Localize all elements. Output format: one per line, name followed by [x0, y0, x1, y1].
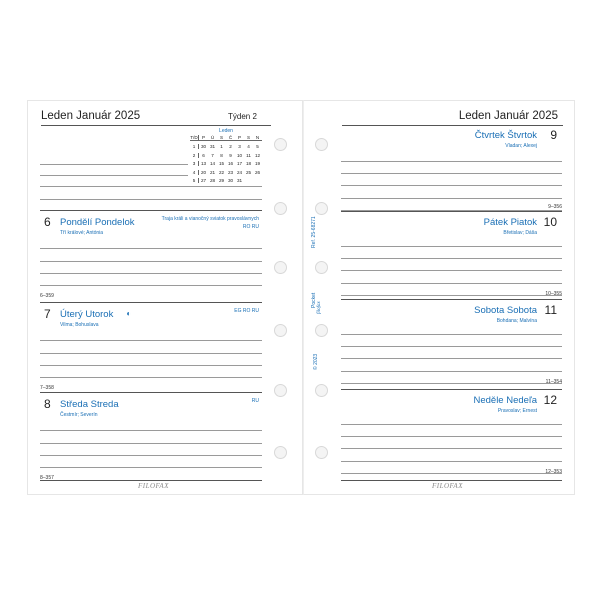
copyright: © 2023: [313, 353, 319, 370]
calendar-day: 30: [227, 178, 234, 184]
name-days: Čestmír; Severín: [60, 412, 98, 418]
calendar-day: 26: [254, 169, 261, 175]
writing-line: [341, 461, 562, 462]
calendar-day: 19: [254, 161, 261, 167]
day-number: 7: [44, 307, 51, 321]
brand-logo: FILOFAX: [432, 482, 463, 490]
writing-line: [341, 346, 562, 347]
day-name: Neděle Nedeľa: [473, 395, 537, 406]
day-count: 11–354: [545, 379, 562, 385]
day-name: Úterý Utorok: [60, 309, 114, 320]
calendar-day: 28: [209, 178, 216, 184]
writing-line: [40, 261, 262, 262]
page-bottom-rule: [40, 480, 262, 481]
moon-phase-icon: ◐: [126, 309, 132, 318]
writing-line: [341, 173, 562, 174]
week-number: 2: [190, 153, 199, 158]
writing-line: [40, 175, 188, 176]
week-number: 5: [190, 178, 199, 183]
calendar-day: 17: [236, 161, 243, 167]
month-title: Leden Január 2025: [458, 110, 558, 122]
mini-calendar-week-row: [190, 177, 262, 186]
day-name: Pondělí Pondelok: [60, 217, 135, 228]
binder-hole: [274, 138, 287, 151]
calendar-day: 4: [247, 144, 250, 150]
calendar-day: 13: [200, 161, 207, 167]
day-name: Sobota Sobota: [474, 305, 537, 316]
calendar-day: 15: [218, 161, 225, 167]
week-number: 3: [190, 161, 199, 166]
calendar-day: 10: [236, 152, 243, 158]
writing-line: [341, 334, 562, 335]
cal-header-cell: S: [217, 135, 226, 141]
mini-calendar-week-row: [190, 143, 262, 152]
binder-hole: [274, 261, 287, 274]
writing-line: [341, 185, 562, 186]
writing-line: [40, 377, 262, 378]
binder-hole: [315, 261, 328, 274]
day-number: 9: [550, 128, 557, 142]
binder-hole: [274, 202, 287, 215]
calendar-day: 12: [254, 152, 261, 158]
writing-line: [341, 436, 562, 437]
calendar-day: 5: [256, 144, 259, 150]
calendar-day: 3: [238, 144, 241, 150]
mini-calendar-title: Leden: [219, 128, 233, 134]
calendar-day: 25: [245, 169, 252, 175]
day-divider: [341, 211, 562, 212]
header-rule: [41, 125, 271, 126]
day-divider: [40, 392, 262, 393]
country-codes: RO RU: [242, 224, 259, 230]
day-count: 10–355: [545, 291, 562, 297]
writing-line: [341, 473, 562, 474]
writing-line: [40, 430, 262, 431]
calendar-day: 11: [246, 152, 251, 158]
binder-hole: [274, 384, 287, 397]
writing-line: [40, 455, 262, 456]
day-count: 7–358: [40, 385, 54, 391]
mini-calendar: [190, 128, 262, 185]
writing-line: [341, 448, 562, 449]
calendar-day: 24: [236, 169, 243, 175]
day-number: 12: [543, 393, 557, 407]
country-codes: RU: [251, 398, 259, 404]
cal-header-cell: N: [253, 135, 262, 141]
day-divider: [40, 302, 262, 303]
cal-header-cell: Č: [226, 135, 235, 141]
writing-line: [40, 443, 262, 444]
writing-line: [341, 198, 562, 199]
name-days: Pravoslav; Ernest: [497, 408, 537, 414]
cal-header-cell: S: [244, 135, 253, 141]
binder-hole: [315, 202, 328, 215]
writing-line: [40, 248, 262, 249]
calendar-day: 31: [236, 178, 243, 184]
week-number: 4: [190, 170, 199, 175]
day-number: 8: [44, 397, 51, 411]
calendar-day: 8: [220, 152, 223, 158]
writing-line: [341, 371, 562, 372]
calendar-day: 23: [227, 169, 234, 175]
day-number: 6: [44, 215, 51, 229]
mini-calendar-header: [190, 134, 262, 143]
header-rule: [342, 125, 563, 126]
day-name: Pátek Piatok: [483, 217, 537, 228]
calendar-day: 1: [220, 144, 223, 150]
day-count: 9–356: [548, 204, 562, 210]
size-label: Pocket: [311, 292, 317, 308]
country-codes: EG RO RU: [234, 308, 259, 314]
calendar-day: 21: [209, 169, 216, 175]
name-days: Břetislav; Dáša: [503, 230, 537, 236]
writing-line: [40, 353, 262, 354]
calendar-day: 22: [218, 169, 225, 175]
name-days: Tří králové; Antónia: [60, 230, 104, 236]
writing-line: [341, 270, 562, 271]
cal-header-cell: P: [199, 135, 208, 141]
day-divider: [40, 210, 262, 211]
writing-line: [341, 246, 562, 247]
mini-calendar-week-row: [190, 168, 262, 177]
name-days: Vilma; Bohuslava: [60, 322, 99, 328]
binder-hole: [274, 446, 287, 459]
month-title: Leden Január 2025: [41, 110, 141, 122]
cal-header-cell: T/D: [190, 135, 198, 141]
binder-hole: [315, 384, 328, 397]
writing-line: [40, 365, 262, 366]
binder-hole: [315, 446, 328, 459]
name-days: Vladan; Alexej: [505, 143, 537, 149]
calendar-day: 31: [209, 144, 216, 150]
day-count: 6–359: [40, 293, 54, 299]
mini-calendar-body: [190, 143, 262, 186]
writing-line: [40, 199, 262, 200]
calendar-day: 2: [229, 144, 232, 150]
calendar-day: 18: [245, 161, 252, 167]
brand-logo: FILOFAX: [138, 482, 169, 490]
name-days: Bohdana; Malvína: [496, 318, 537, 324]
writing-line: [341, 383, 562, 384]
day-number: 10: [543, 215, 557, 229]
page-bottom-rule: [341, 480, 562, 481]
writing-line: [40, 467, 262, 468]
day-count: 8–357: [40, 475, 54, 481]
day-divider: [341, 299, 562, 300]
day-divider: [341, 389, 562, 390]
week-label: Týden 2: [228, 112, 257, 121]
writing-line: [341, 161, 562, 162]
day-count: 12–353: [545, 469, 562, 475]
calendar-day: 27: [200, 178, 207, 184]
writing-line: [341, 424, 562, 425]
calendar-day: 30: [200, 144, 207, 150]
holiday-text: Traja králi a vianočný sviatok pravoslávnych: [161, 216, 259, 222]
binder-hole: [274, 324, 287, 337]
ref-code: Ref. 25-68271: [311, 216, 317, 248]
cal-header-cell: P: [235, 135, 244, 141]
writing-line: [341, 358, 562, 359]
writing-line: [40, 340, 262, 341]
day-name: Čtvrtek Štvrtok: [474, 130, 537, 141]
writing-line: [40, 285, 262, 286]
calendar-day: 6: [202, 152, 205, 158]
mini-calendar-week-row: [190, 160, 262, 169]
day-name: Středa Streda: [60, 399, 119, 410]
calendar-day: 7: [211, 152, 214, 158]
writing-line: [341, 283, 562, 284]
week-number: 1: [190, 144, 199, 149]
writing-line: [40, 164, 188, 165]
calendar-day: 14: [209, 161, 216, 167]
day-number: 11: [544, 303, 557, 317]
binder-hole: [315, 138, 328, 151]
writing-line: [40, 273, 262, 274]
calendar-day: 9: [229, 152, 232, 158]
calendar-day: 29: [218, 178, 225, 184]
spine-brand: filofax: [317, 301, 322, 314]
calendar-day: 16: [227, 161, 234, 167]
writing-line: [341, 258, 562, 259]
binder-hole: [315, 324, 328, 337]
mini-calendar-week-row: [190, 151, 262, 160]
writing-line: [341, 295, 562, 296]
cal-header-cell: Ú: [208, 135, 217, 141]
calendar-day: 20: [200, 169, 207, 175]
writing-line: [40, 186, 262, 187]
